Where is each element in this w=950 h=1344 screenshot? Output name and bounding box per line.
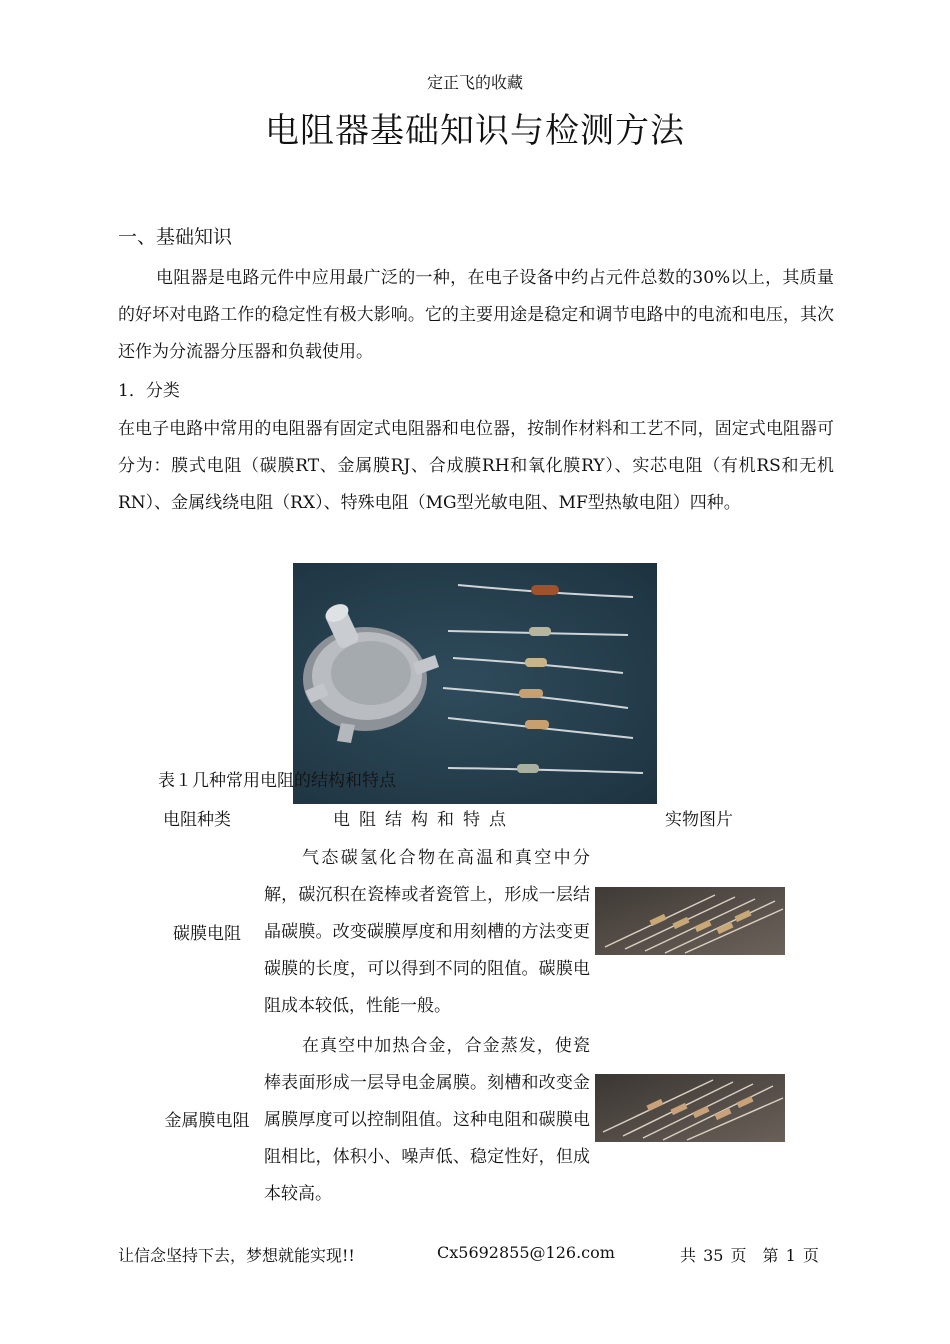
section-heading: 一、基础知识 xyxy=(118,226,233,248)
table-row-description xyxy=(264,840,590,1025)
footer-email: Cx5692855@126.com xyxy=(437,1243,615,1262)
intro-paragraph: 电阻器是电路元件中应用最广泛的一种，在电子设备中约占元件总数的30%以上，其质量的好坏对电路工作的稳定性有极大影响。它的主要用途是稳定和调节电路中的电流和电压，其次还作为分流器分压器和负载使用。 xyxy=(118,268,834,362)
table-row-type: 碳膜电阻 xyxy=(173,924,241,944)
table-row-type: 金属膜电阻 xyxy=(164,1111,250,1131)
sub-heading-classification: 1．分类 xyxy=(118,381,180,401)
header-note: 定正飞的收藏 xyxy=(426,73,523,92)
document-title: 电阻器基础知识与检测方法 xyxy=(265,111,685,151)
table-header-type: 电阻种类 xyxy=(163,810,231,830)
classification-paragraph: 在电子电路中常用的电阻器有固定式电阻器和电位器，按制作材料和工艺不同，固定式电阻器可分为：膜式电阻（碳膜RT、金属膜RJ、合成膜RH和氧化膜RY）、实芯电阻（有机RS和无机RN）、金属线绕电阻（RX）、特殊电阻（MG型光敏电阻、MF型热敏电阻）四种。 xyxy=(118,419,834,513)
table-header-photo: 实物图片 xyxy=(665,810,733,830)
footer-motto: 让信念坚持下去，梦想就能实现!! xyxy=(118,1246,355,1265)
table-row-description xyxy=(264,1028,590,1213)
metal-film-resistor-photo xyxy=(595,1074,785,1142)
row-description-text: 在真空中加热合金，合金蒸发，使瓷棒表面形成一层导电金属膜。刻槽和改变金属膜厚度可以控制阻值。这种电阻和碳膜电阻相比，体积小、噪声低、稳定性好，但成本较高。 xyxy=(264,1036,590,1204)
footer-page-info: 共 35 页 第 1 页 xyxy=(680,1246,819,1265)
table-caption: 表１几种常用电阻的结构和特点 xyxy=(158,771,396,791)
table-header-structure: 电阻结构和特点 xyxy=(333,810,515,830)
row-description-text: 气态碳氢化合物在高温和真空中分解，碳沉积在瓷棒或者瓷管上，形成一层结晶碳膜。改变碳膜厚度和用刻槽的方法变更碳膜的长度，可以得到不同的阻值。碳膜电阻成本较低，性能一般。 xyxy=(264,848,590,1016)
carbon-film-resistor-photo xyxy=(595,887,785,955)
